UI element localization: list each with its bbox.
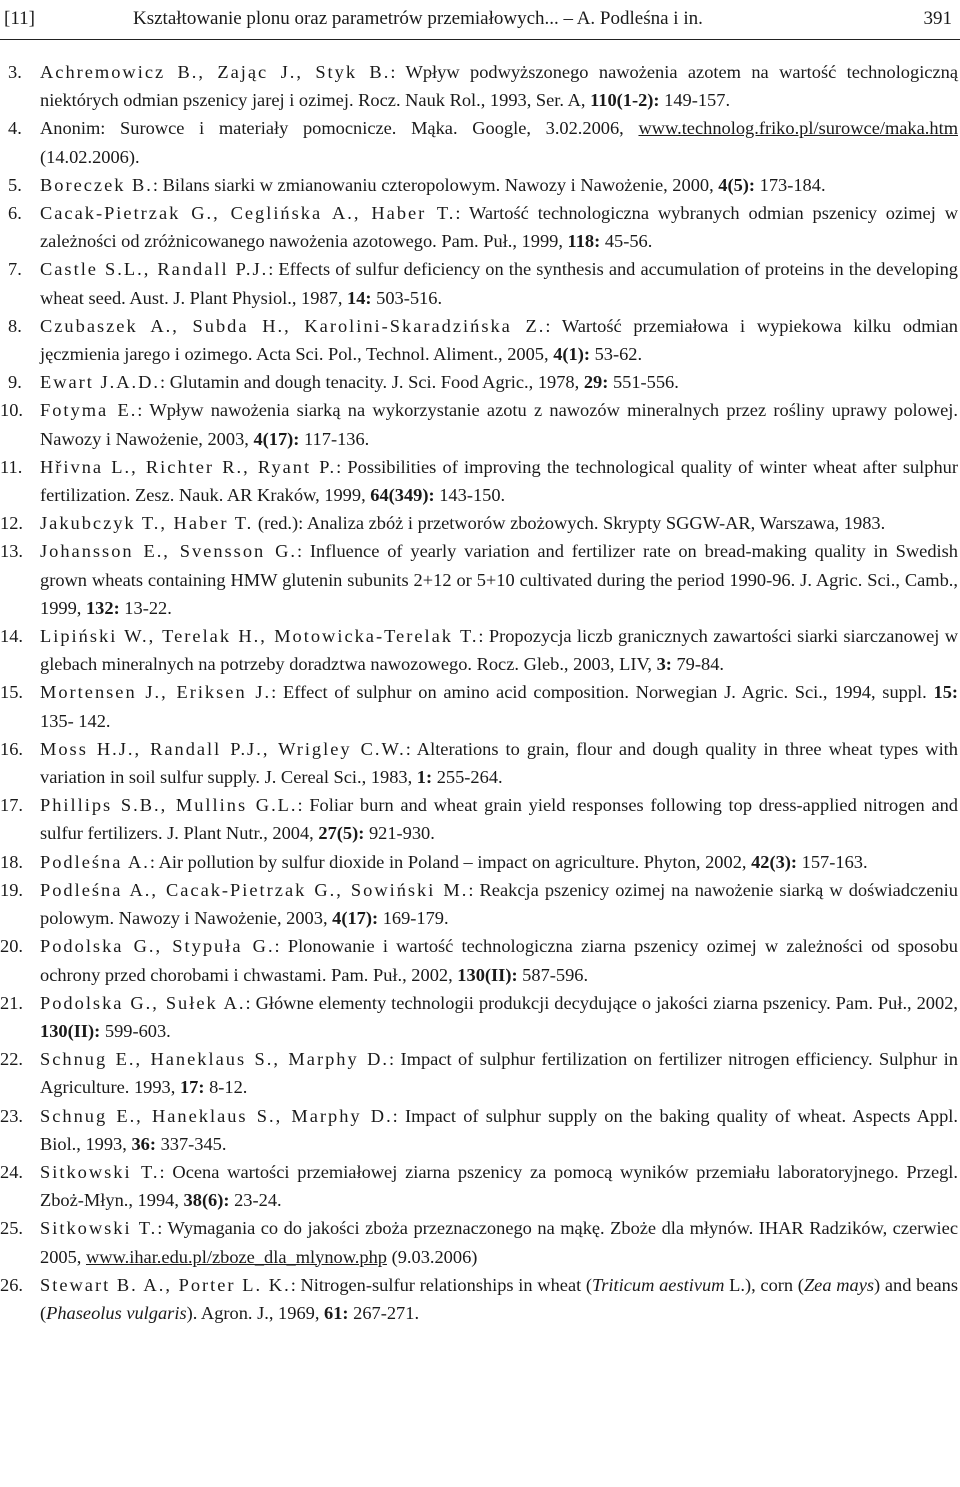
reference-text: 173-184. bbox=[755, 174, 826, 195]
reference-authors: Ewart J.A.D. bbox=[40, 372, 161, 393]
reference-number: 7. bbox=[8, 259, 22, 280]
reference-text: 117-136. bbox=[299, 428, 370, 449]
reference-text: : Effects of sulfur deficiency on the synthesis and accumulation of proteins in the developing wheat seed. Aust. J. Plant Physiol., 1987, bbox=[40, 259, 958, 308]
running-head bbox=[0, 0, 960, 38]
reference-text: 157-163. bbox=[797, 851, 868, 872]
reference-volume: 14: bbox=[347, 287, 372, 308]
reference-number: 16. bbox=[0, 738, 23, 759]
reference-text: : Alterations to grain, flour and dough quality in three wheat types with variation in soil sulfur supply. J. Cereal Sci., 1983, bbox=[40, 738, 958, 788]
page-number: 391 bbox=[923, 8, 952, 29]
reference-text: : Air pollution by sulfur dioxide in Poland – impact on agriculture. Phyton, 2002, bbox=[149, 851, 752, 872]
reference-number: 23. bbox=[0, 1105, 23, 1126]
reference-authors: Podleśna A. bbox=[40, 851, 150, 872]
reference-item bbox=[0, 622, 960, 678]
reference-text: 551-556. bbox=[608, 372, 679, 393]
reference-text: 587-596. bbox=[517, 964, 589, 985]
reference-number: 18. bbox=[0, 851, 23, 872]
reference-number: 20. bbox=[0, 936, 23, 957]
reference-text: ) and beans ( bbox=[40, 1274, 958, 1323]
reference-item bbox=[0, 1045, 960, 1101]
reference-item bbox=[0, 1214, 960, 1270]
reference-item bbox=[0, 932, 960, 988]
reference-text: 599-603. bbox=[100, 1020, 171, 1041]
reference-text: 921-930. bbox=[364, 823, 435, 844]
reference-volume: 4(5): bbox=[718, 174, 756, 195]
reference-link[interactable]: www.technolog.friko.pl/surowce/maka.htm bbox=[638, 118, 958, 139]
reference-authors: Hřivna L., Richter R., Ryant P. bbox=[40, 456, 337, 477]
reference-text: 143-150. bbox=[434, 485, 506, 506]
reference-authors: Podolska G., Stypuła G. bbox=[40, 936, 275, 957]
reference-text: 13-22. bbox=[119, 597, 172, 618]
reference-text: 267-271. bbox=[348, 1302, 420, 1323]
reference-volume: 17: bbox=[179, 1077, 205, 1098]
reference-number: 8. bbox=[8, 315, 22, 336]
reference-item bbox=[0, 791, 960, 847]
reference-volume: 38(6): bbox=[183, 1190, 230, 1211]
reference-text: : Propozycja liczb granicznych zawartości siarki siarczanowej w glebach mineralnych na potrzeby doradztwa nawozowego. Rocz. Gleb., 2003, LIV, bbox=[40, 626, 958, 675]
reference-volume: 64(349): bbox=[370, 485, 435, 506]
reference-text: (14.02.2006). bbox=[40, 146, 140, 167]
reference-volume: 132: bbox=[85, 597, 120, 618]
reference-text: : Wymagania co do jakości zboża przeznaczonego na mąkę. Zboże dla młynów. IHAR Radzików, czerwiec 2005, bbox=[40, 1218, 958, 1267]
reference-item bbox=[0, 1271, 960, 1327]
reference-volume: 15: bbox=[933, 682, 959, 703]
reference-authors: Mortensen J., Eriksen J. bbox=[40, 682, 272, 703]
reference-number: 13. bbox=[0, 541, 23, 562]
reference-volume: 130(II): bbox=[40, 1020, 101, 1041]
reference-number: 25. bbox=[0, 1218, 23, 1239]
reference-volume: 29: bbox=[583, 372, 609, 393]
reference-volume: 1: bbox=[416, 767, 433, 788]
reference-text: 79-84. bbox=[671, 654, 724, 675]
reference-text: ). Agron. J., 1969, bbox=[186, 1302, 325, 1323]
reference-number: 21. bbox=[0, 992, 23, 1013]
reference-number: 4. bbox=[8, 118, 22, 139]
reference-volume: 27(5): bbox=[318, 823, 365, 844]
reference-text: : Główne elementy technologii produkcji decydujące o jakości ziarna pszenicy. Pam. Puł., 2002, bbox=[245, 992, 958, 1013]
reference-text: Anonim: Surowce i materiały pomocnicze. Mąka. Google, 3.02.2006, bbox=[40, 118, 639, 139]
reference-item bbox=[0, 453, 960, 509]
reference-text: : Foliar burn and wheat grain yield responses following top dress-applied nitrogen and sulfur fertilizers. J. Plant Nutr., 2004, bbox=[40, 795, 958, 844]
reference-text: : Plonowanie i wartość technologiczna ziarna pszenicy ozimej w zależności od sposobu ochrony przed chorobami i chwastami. Pam. Puł., 2002, bbox=[40, 936, 958, 985]
reference-text: : Ocena wartości przemiałowej ziarna pszenicy za pomocą wyników przemiału laboratoryjnego. Przegl. Zboż-Młyn., 1994, bbox=[40, 1161, 959, 1211]
reference-authors: Schnug E., Haneklaus S., Marphy D. bbox=[40, 1105, 393, 1126]
reference-text: : Nitrogen-sulfur relationships in wheat ( bbox=[290, 1274, 593, 1295]
reference-text: : Reakcja pszenicy ozimej na nawożenie siarką w doświadczeniu polowym. Nawozy i Nawożenie, 2003, bbox=[40, 879, 958, 929]
reference-number: 14. bbox=[0, 626, 23, 647]
reference-item bbox=[0, 255, 960, 311]
reference-text: : Wartość przemiałowa i wypiekowa kilku odmian jęczmienia jarego i ozimego. Acta Sci. Pol., Technol. Aliment., 2005, bbox=[40, 315, 958, 365]
reference-number: 22. bbox=[0, 1049, 23, 1070]
reference-text: 149-157. bbox=[659, 90, 731, 111]
reference-authors: Boreczek B. bbox=[40, 174, 153, 195]
species-name: Triticum aestivum bbox=[592, 1274, 725, 1295]
species-name: Zea mays bbox=[803, 1274, 875, 1295]
reference-text: 135- 142. bbox=[40, 710, 111, 731]
reference-text: 169-179. bbox=[378, 908, 449, 929]
reference-number: 17. bbox=[0, 795, 23, 816]
reference-volume: 36: bbox=[131, 1133, 156, 1154]
running-title: Kształtowanie plonu oraz parametrów przemiałowych... – A. Podleśna i in. bbox=[133, 8, 703, 29]
species-name: Phaseolus vulgaris bbox=[46, 1302, 187, 1323]
reference-text: 8-12. bbox=[204, 1077, 248, 1098]
reference-item bbox=[0, 368, 960, 396]
reference-number: 3. bbox=[8, 62, 22, 82]
reference-item bbox=[0, 509, 960, 537]
reference-number: 24. bbox=[0, 1161, 23, 1182]
reference-volume: 4(17): bbox=[253, 428, 300, 449]
reference-text: (red.): Analiza zbóż i przetworów zbożowych. Skrypty SGGW-AR, Warszawa, 1983. bbox=[253, 513, 886, 534]
volume-number: [11] bbox=[4, 8, 35, 29]
reference-authors: Jakubczyk T., Haber T. bbox=[40, 513, 254, 534]
reference-authors: Moss H.J., Randall P.J., Wrigley C.W. bbox=[40, 738, 406, 759]
reference-text: : Impact of sulphur supply on the baking quality of wheat. Aspects Appl. Biol., 1993, bbox=[40, 1105, 958, 1154]
reference-item bbox=[0, 114, 960, 170]
reference-text: 255-264. bbox=[432, 767, 503, 788]
reference-text: 503-516. bbox=[371, 287, 443, 308]
reference-item bbox=[0, 537, 960, 622]
reference-link[interactable]: www.ihar.edu.pl/zboze_dla_mlynow.php bbox=[85, 1246, 387, 1267]
reference-volume: 4(1): bbox=[553, 344, 590, 365]
reference-authors: Schnug E., Haneklaus S., Marphy D. bbox=[40, 1049, 389, 1070]
reference-number: 10. bbox=[0, 400, 23, 421]
reference-text: : Wpływ nawożenia siarką na wykorzystanie azotu z nawozów mineralnych przez rośliny uprawy polowej. Nawozy i Nawożenie, 2003, bbox=[40, 400, 959, 449]
reference-item bbox=[0, 989, 960, 1045]
reference-authors: Stewart B. A., Porter L. K. bbox=[40, 1274, 291, 1295]
reference-text: L.), corn ( bbox=[724, 1274, 804, 1295]
reference-volume: 130(II): bbox=[457, 964, 518, 985]
reference-volume: 4(17): bbox=[332, 908, 379, 929]
reference-number: 15. bbox=[0, 682, 23, 703]
reference-text: : Bilans siarki w zmianowaniu czteropolowym. Nawozy i Nawożenie, 2000, bbox=[152, 174, 719, 195]
reference-text: 337-345. bbox=[155, 1133, 227, 1154]
reference-item bbox=[0, 735, 960, 791]
reference-volume: 61: bbox=[324, 1302, 349, 1323]
reference-volume: 42(3): bbox=[751, 851, 798, 872]
reference-authors: Phillips S.B., Mullins G.L. bbox=[40, 795, 298, 816]
reference-list bbox=[0, 58, 960, 1327]
reference-text: 53-62. bbox=[589, 344, 643, 365]
reference-item bbox=[0, 1102, 960, 1158]
reference-item bbox=[0, 199, 960, 255]
reference-item bbox=[0, 876, 960, 932]
reference-authors: Czubaszek A., Subda H., Karolini-Skaradzińska Z. bbox=[40, 315, 546, 336]
reference-text: 45-56. bbox=[600, 231, 653, 252]
reference-authors: Castle S.L., Randall P.J. bbox=[40, 259, 269, 280]
reference-number: 5. bbox=[8, 174, 22, 195]
reference-text: (9.03.2006) bbox=[386, 1246, 478, 1267]
reference-text: : Effect of sulphur on amino acid composition. Norwegian J. Agric. Sci., 1994, suppl. bbox=[271, 682, 934, 703]
reference-authors: Sitkowski T. bbox=[40, 1161, 160, 1182]
reference-number: 12. bbox=[0, 513, 23, 534]
reference-text: : Wpływ podwyższonego nawożenia azotem na wartość technologiczną niektórych odmian pszenicy jarej i ozimej. Rocz. Nauk Rol., 1993, Ser. A, bbox=[40, 62, 958, 111]
reference-number: 19. bbox=[0, 879, 23, 900]
reference-number: 11. bbox=[0, 456, 23, 477]
reference-text: : Possibilities of improving the technological quality of winter wheat after sulphur fertilization. Zesz. Nauk. AR Kraków, 1999, bbox=[40, 456, 958, 506]
reference-authors: Achremowicz B., Zając J., Styk B. bbox=[40, 62, 391, 82]
reference-item bbox=[0, 678, 960, 734]
reference-text: : Wartość technologiczna wybranych odmian pszenicy ozimej w zależności od zróżnicowanego nawożenia azotowego. Pam. Puł., 1999, bbox=[40, 203, 959, 252]
reference-number: 6. bbox=[8, 203, 22, 224]
reference-authors: Johansson E., Svensson G. bbox=[40, 541, 297, 562]
reference-text: : Glutamin and dough tenacity. J. Sci. Food Agric., 1978, bbox=[160, 372, 584, 393]
header-rule bbox=[0, 39, 960, 40]
reference-authors: Lipiński W., Terelak H., Motowicka-Terelak T. bbox=[40, 626, 479, 647]
reference-volume: 3: bbox=[656, 654, 672, 675]
reference-authors: Cacak-Pietrzak G., Ceglińska A., Haber T. bbox=[40, 203, 456, 224]
reference-text: : Influence of yearly variation and fertilizer rate on bread-making quality in Swedish grown wheats containing HMW glutenin subunits 2+12 or 5+10 cultivated during the period 1990-96. J. Agric. Sci., Camb., 1999, bbox=[40, 541, 958, 618]
reference-volume: 110(1-2): bbox=[590, 90, 660, 111]
reference-item bbox=[0, 312, 960, 368]
reference-text: : Impact of sulphur fertilization on fertilizer nitrogen efficiency. Sulphur in Agriculture. 1993, bbox=[40, 1049, 958, 1098]
reference-volume: 118: bbox=[567, 231, 601, 252]
reference-number: 26. bbox=[0, 1274, 23, 1295]
reference-authors: Fotyma E. bbox=[40, 400, 138, 421]
reference-authors: Sitkowski T. bbox=[40, 1218, 158, 1239]
reference-number: 9. bbox=[8, 372, 22, 393]
reference-authors: Podleśna A., Cacak-Pietrzak G., Sowiński M. bbox=[40, 879, 469, 900]
reference-item bbox=[0, 58, 960, 114]
reference-item bbox=[0, 848, 960, 876]
reference-authors: Podolska G., Sułek A. bbox=[40, 992, 246, 1013]
reference-item bbox=[0, 1158, 960, 1214]
reference-text: 23-24. bbox=[229, 1190, 282, 1211]
reference-item bbox=[0, 171, 960, 199]
reference-item bbox=[0, 396, 960, 452]
